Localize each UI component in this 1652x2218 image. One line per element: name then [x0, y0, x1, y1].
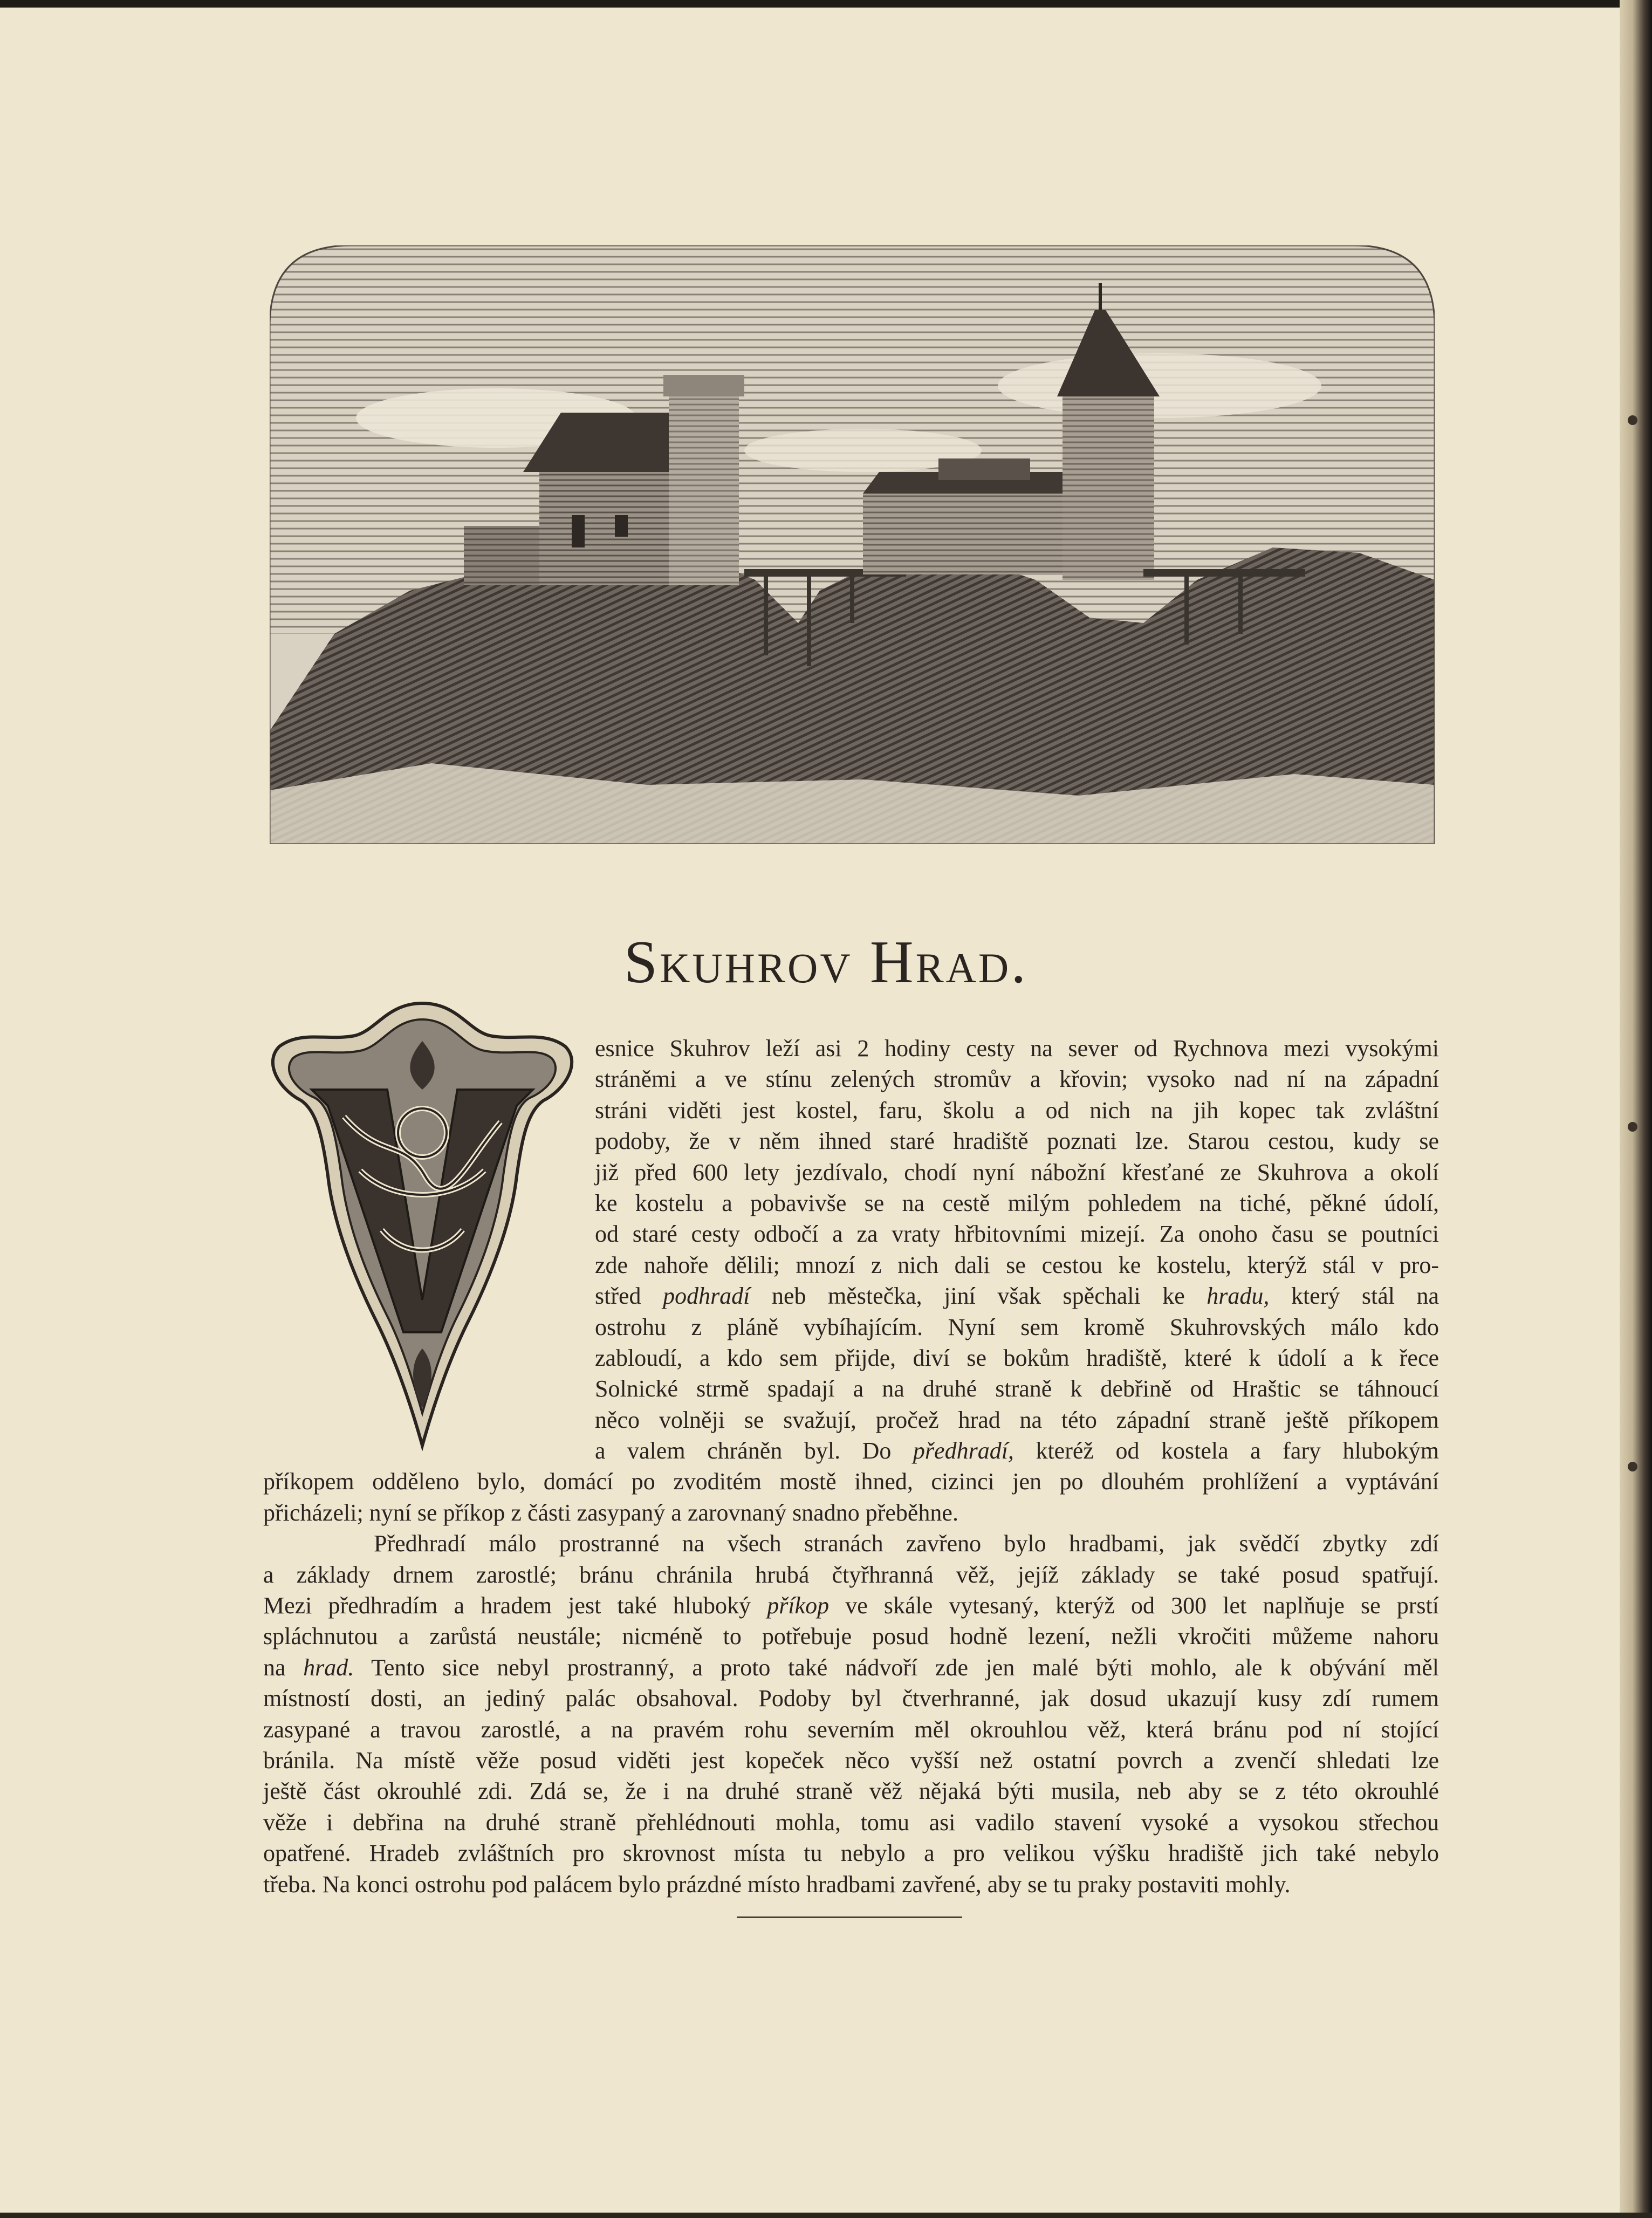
- text-line: [263, 1652, 1439, 1683]
- text-line: spláchnutou a zarůstá neustále; nicméně to potřebuje posud hodně lezení, nežli vkročiti můžeme nahoru: [263, 1623, 1439, 1650]
- text-line: Solnické strmě spadají a na druhé straně k debřině od Hraštic se táhnoucí: [595, 1375, 1439, 1402]
- text-line: již před 600 lety jezdívalo, chodí nyní nábožní křesťané ze Skuhrova a okolí: [595, 1159, 1439, 1186]
- text-line: třeba. Na konci ostrohu pod palácem bylo prázdné místo hradbami zavřené, aby se tu praky postaviti mohly.: [263, 1871, 1291, 1898]
- text-line: [263, 1435, 1439, 1466]
- text-line: ke kostelu a pobavivše se na cestě milým pohledem na tiché, pěkné údolí,: [595, 1189, 1439, 1216]
- text-run: střed: [595, 1283, 663, 1310]
- binding-mark: [1628, 1122, 1637, 1132]
- text-line: [263, 1590, 1439, 1621]
- text-run: Tento sice nebyl prostranný, a proto také nádvoří zde jen malé býti mohlo, ale k obývání měl: [354, 1654, 1439, 1681]
- castle-engraving-illustration: [270, 245, 1435, 844]
- text-line: stráněmi a ve stínu zelených stromův a křovin; vysoko nad ní na západní: [595, 1066, 1439, 1093]
- text-line: a základy drnem zarostlé; bránu chránila hrubá čtyřhranná věž, jejíž základy se také posud spatřují.: [263, 1561, 1439, 1588]
- page-title: Skuhrov Hrad.: [623, 929, 1029, 996]
- page-top-edge: [0, 0, 1652, 8]
- binding-mark: [1628, 415, 1637, 425]
- text-run: ve skále vytesaný, kterýž od 300 let naplňuje se prstí: [829, 1592, 1439, 1619]
- text-line: zabloudí, a kdo sem přijde, diví se bokům hradiště, které k údolí a k řece: [595, 1344, 1439, 1371]
- text-line: stráni viděti jest kostel, faru, školu a od nich na jih kopec tak zvláštní: [595, 1097, 1439, 1124]
- emphasized-text: hrad.: [303, 1654, 354, 1681]
- body-text: [263, 1033, 1439, 1900]
- text-run: který stál na: [1269, 1283, 1439, 1310]
- text-run: a valem chráněn byl. Do: [595, 1437, 913, 1464]
- text-line: opatřené. Hradeb zvláštních pro skrovnost místa tu nebylo a pro velikou výšku hradiště jich také nebylo: [263, 1840, 1439, 1867]
- text-line: ještě část okrouhlé zdi. Zdá se, že i na druhé straně věž nějaká býti musila, neb aby se z této okrouhlé: [263, 1778, 1439, 1805]
- emphasized-text: hradu,: [1207, 1283, 1270, 1310]
- section-divider: [737, 1916, 962, 1918]
- text-line: zasypané a travou zarostlé, a na pravém rohu severním měl okrouhlou věž, která bránu pod ní stojící: [263, 1716, 1439, 1743]
- text-line: věže i debřina na druhé straně přehlédnouti mohla, tomu asi vadilo stavení vysoké a vysokou střechou: [263, 1809, 1439, 1836]
- text-line: bránila. Na místě věže posud viděti jest kopeček něco vyšší než ostatní povrch a zvenčí shledati lze: [263, 1747, 1439, 1774]
- emphasized-text: předhradí,: [913, 1437, 1014, 1464]
- text-run: kteréž od kostela a fary hlubokým: [1013, 1437, 1439, 1464]
- text-line: od staré cesty odbočí a za vraty hřbitovními mizejí. Za onoho času se poutníci: [595, 1221, 1439, 1248]
- text-line: podoby, že v něm ihned staré hradiště poznati lze. Starou cestou, kudy se: [595, 1128, 1439, 1155]
- text-line: ostrohu z pláně vybíhajícím. Nyní sem kromě Skuhrovských málo kdo: [595, 1313, 1439, 1340]
- text-line: zde nahoře dělili; mnozí z nich dali se cestou ke kostelu, kterýž stál v pro-: [595, 1251, 1439, 1278]
- binding-mark: [1628, 1462, 1637, 1471]
- text-line: příkopem odděleno bylo, domácí po zvoditém mostě ihned, cizinci jen po dlouhém prohlížení a vyptávání: [263, 1468, 1439, 1495]
- text-run: na: [263, 1654, 304, 1681]
- text-line: místností dosti, an jediný palác obsahoval. Podoby byl čtverhranné, jak dosud ukazují kusy zdí rumem: [263, 1685, 1439, 1712]
- text-line: Předhradí málo prostranné na všech stranách zavřeno bylo hradbami, jak svědčí zbytky zdí: [374, 1530, 1439, 1557]
- emphasized-text: příkop: [767, 1592, 830, 1619]
- text-run: Mezi předhradím a hradem jest také hluboký: [263, 1592, 767, 1619]
- emphasized-text: podhradí: [663, 1283, 750, 1310]
- text-line: přicházeli; nyní se příkop z části zasypaný a zarovnaný snadno přeběhne.: [263, 1499, 958, 1526]
- page-right-edge: [1620, 0, 1652, 2218]
- page-bottom-edge: [0, 2213, 1652, 2218]
- text-run: neb městečka, jiní však spěchali ke: [750, 1283, 1207, 1310]
- text-line: něco volněji se svažují, pročež hrad na této západní straně ještě příkopem: [595, 1406, 1439, 1433]
- text-line: [263, 1281, 1439, 1311]
- text-line: esnice Skuhrov leží asi 2 hodiny cesty na sever od Rychnova mezi vysokými: [595, 1035, 1439, 1062]
